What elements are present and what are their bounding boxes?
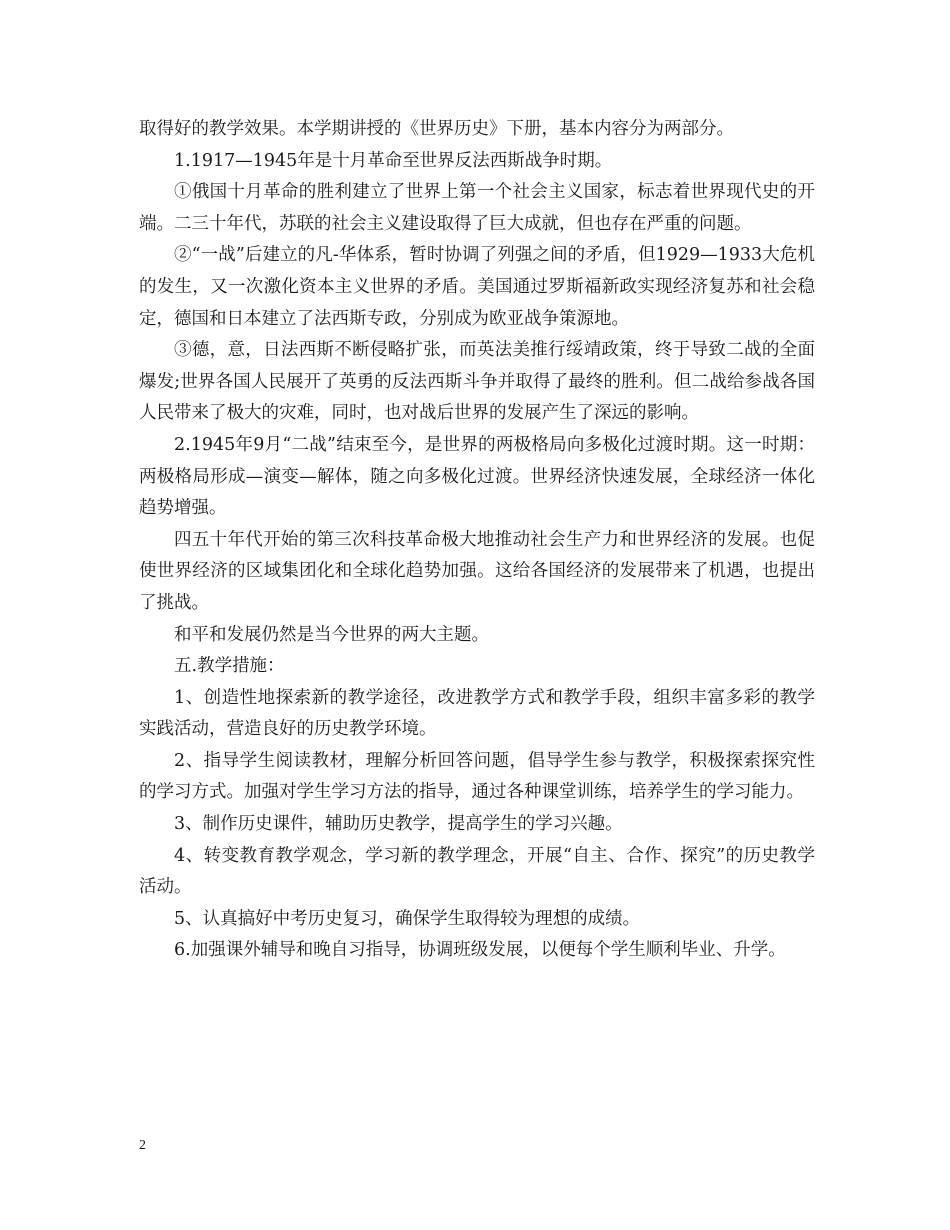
document-body [139, 114, 815, 967]
paragraph-5: ③德，意，日法西斯不断侵略扩张，而英法美推行绥靖政策，终于导致二战的全面爆发;世界各国人民展开了英勇的反法西斯斗争并取得了最终的胜利。但二战给参战各国人民带来了极大的灾难，同时，也对战后世界的发展产生了深远的影响。 [139, 340, 815, 424]
paragraph-14: 5、认真搞好中考历史复习，确保学生取得较为理想的成绩。 [174, 908, 641, 929]
paragraph-13: 4、转变教育教学观念，学习新的教学理念，开展“自主、合作、探究”的历史教学活动。 [139, 845, 815, 898]
page-number: 2 [139, 1138, 146, 1153]
paragraph-10: 1、创造性地探索新的教学途径，改进教学方式和教学手段，组织丰富多彩的教学实践活动，营造良好的历史教学环境。 [139, 687, 815, 740]
paragraph-3: ①俄国十月革命的胜利建立了世界上第一个社会主义国家，标志着世界现代史的开端。二三十年代，苏联的社会主义建设取得了巨大成就，但也存在严重的问题。 [139, 182, 815, 234]
paragraph-7: 四五十年代开始的第三次科技革命极大地推动社会生产力和世界经济的发展。也促使世界经济的区域集团化和全球化趋势加强。这给各国经济的发展带来了机遇，也提出了挑战。 [139, 529, 815, 613]
paragraph-12: 3、制作历史课件，辅助历史教学，提高学生的学习兴趣。 [174, 814, 623, 835]
section-heading-teaching-measures: 五.教学措施： [174, 656, 285, 677]
paragraph-2: 1.1917—1945年是十月革命至世界反法西斯战争时期。 [174, 150, 613, 171]
paragraph-4: ②“一战”后建立的凡-华体系，暂时协调了列强之间的矛盾，但1929—1933大危机的发生，又一次激化资本主义世界的矛盾。美国通过罗斯福新政实现经济复苏和社会稳定，德国和日本建立了法西斯专政，分别成为欧亚战争策源地。 [139, 245, 815, 329]
paragraph-8: 和平和发展仍然是当今世界的两大主题。 [174, 624, 489, 645]
paragraph-15: 6.加强课外辅导和晚自习指导，协调班级发展，以便每个学生顺利毕业、升学。 [174, 940, 786, 961]
paragraph-11: 2、指导学生阅读教材，理解分析回答问题，倡导学生参与教学，积极探索探究性的学习方式。加强对学生学习方法的指导，通过各种课堂训练，培养学生的学习能力。 [139, 750, 815, 803]
paragraph-1: 取得好的教学效果。本学期讲授的《世界历史》下册，基本内容分为两部分。 [139, 119, 734, 139]
paragraph-6: 2.1945年9月“二战”结束至今，是世界的两极格局向多极化过渡时期。这一时期：两极格局形成—演变—解体，随之向多极化过渡。世界经济快速发展，全球经济一体化趋势增强。 [139, 434, 815, 519]
